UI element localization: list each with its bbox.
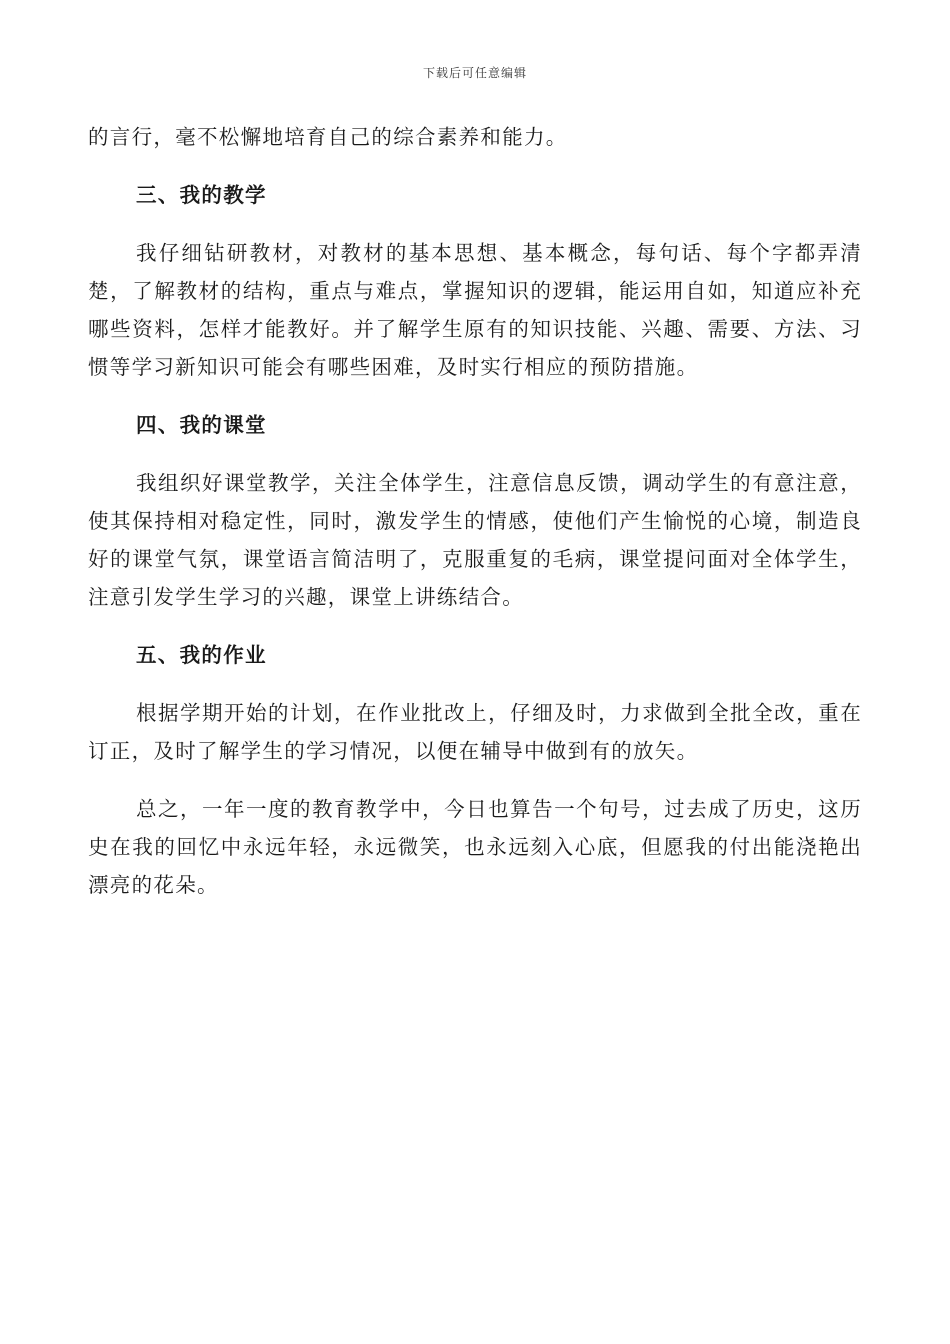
document-body — [88, 118, 862, 904]
header-note: 下载后可任意编辑 — [422, 66, 527, 80]
paragraph-teaching: 我仔细钻研教材，对教材的基本思想、基本概念，每句话、每个字都弄清楚，了解教材的结构，重点与难点，掌握知识的逻辑，能运用自如，知道应补充哪些资料，怎样才能教好。并了解学生原有的知识技能、兴趣、需要、方法、习惯等学习新知识可能会有哪些困难，及时实行相应的预防措施。 — [88, 241, 862, 379]
continuation-paragraph: 的言行，毫不松懈地培育自己的综合素养和能力。 — [88, 125, 568, 149]
paragraph-homework: 根据学期开始的计划，在作业批改上，仔细及时，力求做到全批全改，重在订正，及时了解学生的学习情况，以便在辅导中做到有的放矢。 — [88, 701, 862, 763]
paragraph-classroom: 我组织好课堂教学，关注全体学生，注意信息反馈，调动学生的有意注意，使其保持相对稳定性，同时，激发学生的情感，使他们产生愉悦的心境，制造良好的课堂气氛，课堂语言简洁明了，克服重复的毛病，课堂提问面对全体学生，注意引发学生学习的兴趣，课堂上讲练结合。 — [88, 471, 862, 609]
section-heading-homework: 五、我的作业 — [136, 643, 267, 667]
paragraph-summary: 总之，一年一度的教育教学中，今日也算告一个句号，过去成了历史，这历史在我的回忆中永远年轻，永远微笑，也永远刻入心底，但愿我的付出能浇艳出漂亮的花朵。 — [88, 797, 862, 897]
section-heading-classroom: 四、我的课堂 — [136, 413, 267, 437]
section-heading-teaching: 三、我的教学 — [136, 183, 267, 207]
